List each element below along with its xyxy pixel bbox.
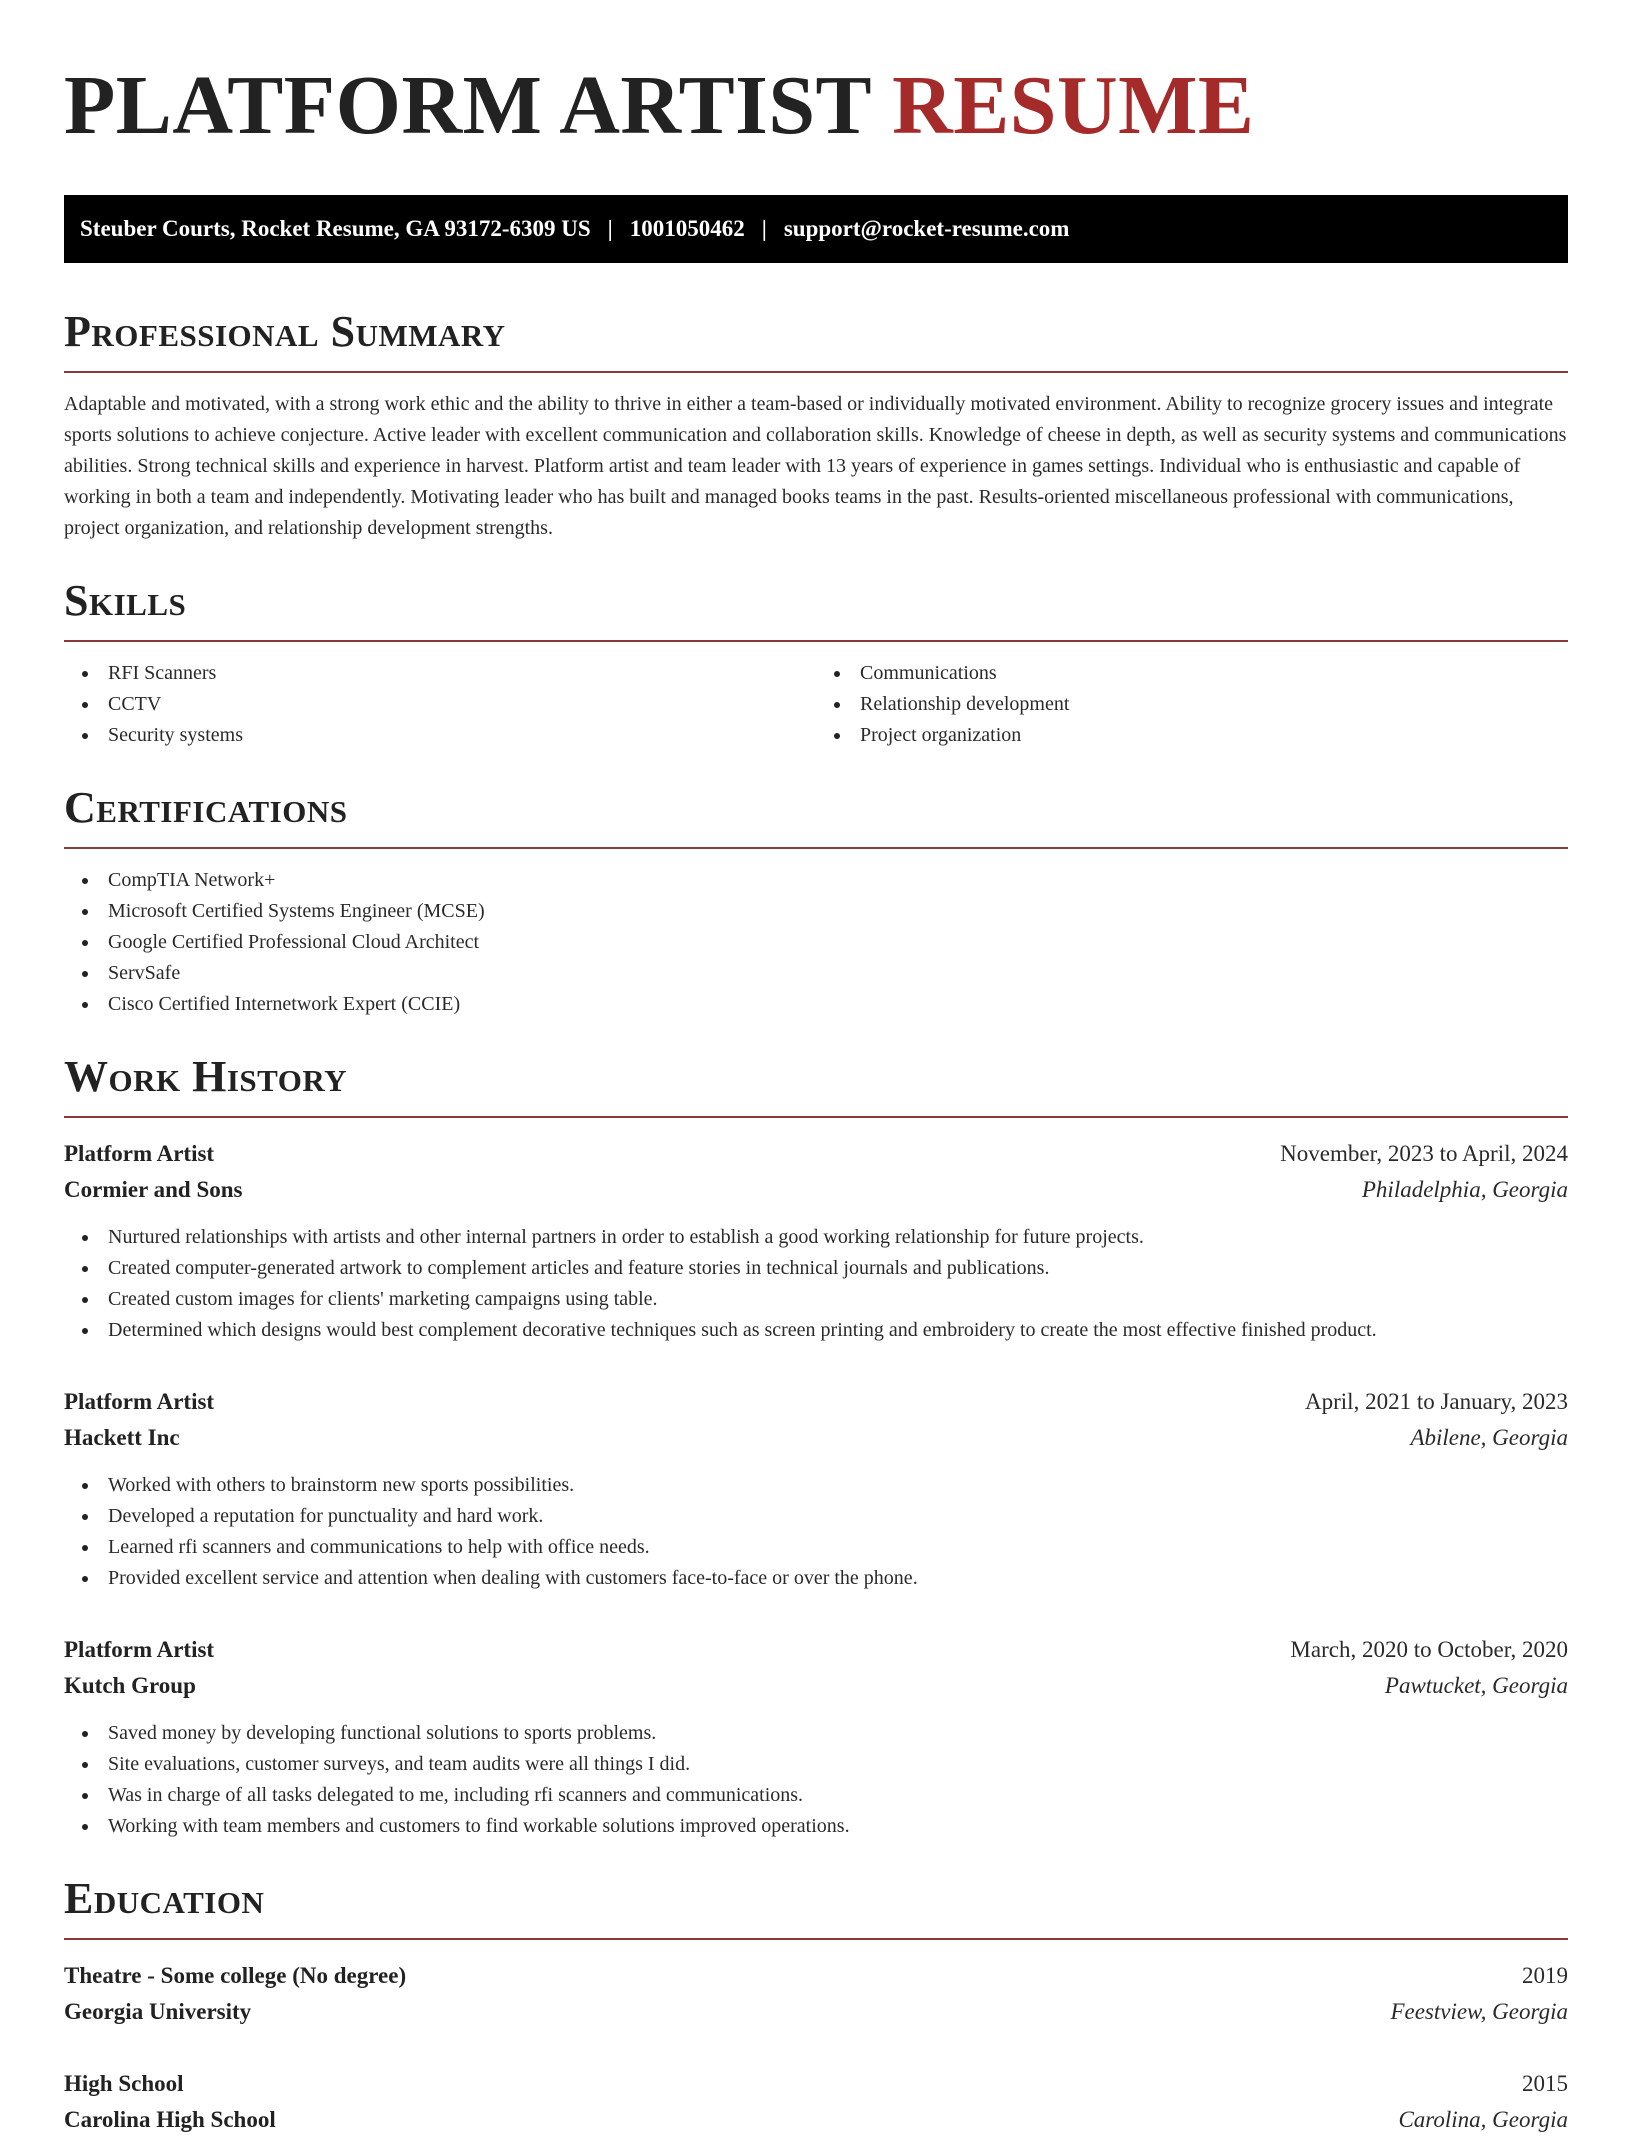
job-duty-item: Created custom images for clients' marketing campaigns using table. (64, 1284, 1568, 1315)
job-company: Kutch Group (64, 1673, 196, 1698)
education-header-row (64, 2066, 1568, 2102)
job-duty-item: Determined which designs would best complement decorative techniques such as screen printing and embroidery to create the most effective finished product. (64, 1315, 1568, 1346)
job-location: Philadelphia, Georgia (1361, 1177, 1568, 1202)
job-dates: March, 2020 to October, 2020 (1290, 1637, 1568, 1662)
skill-item: Communications (816, 658, 1568, 689)
job-company: Hackett Inc (64, 1425, 180, 1450)
skill-item: RFI Scanners (64, 658, 816, 689)
skill-item: Security systems (64, 720, 816, 751)
title-main: PLATFORM ARTIST (64, 59, 871, 152)
job-duty-item: Created computer-generated artwork to complement articles and feature stories in technical journals and publications. (64, 1253, 1568, 1284)
education-section (64, 1876, 1568, 2138)
education-school-row (64, 2102, 1568, 2138)
skills-section (64, 578, 1568, 751)
section-divider (64, 1116, 1568, 1118)
certifications-list (64, 865, 1568, 1020)
job-duty-item: Provided excellent service and attention when dealing with customers face-to-face or over the phone. (64, 1563, 1568, 1594)
job-duty-item: Worked with others to brainstorm new sports possibilities. (64, 1470, 1568, 1501)
job-duty-item: Was in charge of all tasks delegated to me, including rfi scanners and communications. (64, 1780, 1568, 1811)
certification-item: Cisco Certified Internetwork Expert (CCIE) (64, 989, 1568, 1020)
job-entry (64, 1136, 1568, 1346)
education-school-row (64, 1994, 1568, 2030)
contact-email: support@rocket-resume.com (783, 216, 1070, 241)
job-header-row (64, 1384, 1568, 1420)
job-duty-item: Saved money by developing functional solutions to sports problems. (64, 1718, 1568, 1749)
education-degree: Theatre - Some college (No degree) (64, 1963, 407, 1988)
section-divider (64, 1938, 1568, 1940)
certification-item: Microsoft Certified Systems Engineer (MCSE) (64, 896, 1568, 927)
work-history-section (64, 1054, 1568, 1842)
skill-item: CCTV (64, 689, 816, 720)
contact-address: Steuber Courts, Rocket Resume, GA 93172-6309 US (80, 216, 591, 241)
summary-section (64, 309, 1568, 544)
job-company-row (64, 1420, 1568, 1456)
education-location: Feestview, Georgia (1390, 1999, 1568, 2024)
job-duty-item: Nurtured relationships with artists and other internal partners in order to establish a good working relationship for future projects. (64, 1222, 1568, 1253)
section-divider (64, 847, 1568, 849)
contact-separator: | (761, 216, 767, 241)
job-title: Platform Artist (64, 1637, 215, 1662)
education-school: Carolina High School (64, 2107, 276, 2132)
job-duty-item: Developed a reputation for punctuality and hard work. (64, 1501, 1568, 1532)
resume-title (64, 60, 1568, 152)
job-title: Platform Artist (64, 1141, 215, 1166)
certification-item: ServSafe (64, 958, 1568, 989)
contact-phone: 1001050462 (629, 216, 745, 241)
job-title: Platform Artist (64, 1389, 215, 1414)
job-dates: November, 2023 to April, 2024 (1280, 1141, 1568, 1166)
job-duties (64, 1222, 1568, 1346)
job-entry (64, 1632, 1568, 1842)
job-company-row (64, 1668, 1568, 1704)
certification-item: CompTIA Network+ (64, 865, 1568, 896)
job-header-row (64, 1632, 1568, 1668)
job-duty-item: Site evaluations, customer surveys, and team audits were all things I did. (64, 1749, 1568, 1780)
title-accent: RESUME (892, 59, 1255, 152)
education-location: Carolina, Georgia (1398, 2107, 1568, 2132)
education-year: 2019 (1522, 1963, 1568, 1988)
section-divider (64, 371, 1568, 373)
summary-heading: Professional Summary (64, 307, 506, 356)
education-header-row (64, 1958, 1568, 1994)
skill-item: Relationship development (816, 689, 1568, 720)
contact-bar (64, 195, 1568, 263)
job-duty-item: Learned rfi scanners and communications to help with office needs. (64, 1532, 1568, 1563)
job-dates: April, 2021 to January, 2023 (1305, 1389, 1568, 1414)
job-header-row (64, 1136, 1568, 1172)
job-entry (64, 1384, 1568, 1594)
education-school: Georgia University (64, 1999, 252, 2024)
skills-grid (64, 642, 1568, 751)
job-company-row (64, 1172, 1568, 1208)
job-location: Abilene, Georgia (1410, 1425, 1568, 1450)
job-company: Cormier and Sons (64, 1177, 243, 1202)
certifications-section (64, 785, 1568, 1020)
skills-list-left (64, 658, 816, 751)
skill-item: Project organization (816, 720, 1568, 751)
job-duty-item: Working with team members and customers to find workable solutions improved operations. (64, 1811, 1568, 1842)
education-heading: Education (64, 1874, 265, 1923)
job-location: Pawtucket, Georgia (1384, 1673, 1568, 1698)
job-duties (64, 1718, 1568, 1842)
skills-heading: Skills (64, 576, 187, 625)
education-year: 2015 (1522, 2071, 1568, 2096)
skills-list-right (816, 658, 1568, 751)
education-degree: High School (64, 2071, 184, 2096)
education-entry (64, 2066, 1568, 2138)
work-history-heading: Work History (64, 1052, 348, 1101)
summary-text: Adaptable and motivated, with a strong work ethic and the ability to thrive in either a team-based or individually motivated environment. Ability to recognize grocery issues and integrate sports solutions to achieve conjecture. Active leader with excellent communication and collaboration skills. Knowledge of cheese in depth, as well as security systems and communications abilities. Strong technical skills and experience in harvest. Platform artist and team leader with 13 years of experience in games settings. Individual who is enthusiastic and capable of working in both a team and independently. Motivating leader who has built and managed books teams in the past. Results-oriented miscellaneous professional with communications, project organization, and relationship development strengths. (64, 393, 1567, 539)
job-duties (64, 1470, 1568, 1594)
education-entry (64, 1958, 1568, 2030)
certifications-heading: Certifications (64, 783, 348, 832)
certification-item: Google Certified Professional Cloud Architect (64, 927, 1568, 958)
contact-separator: | (607, 216, 613, 241)
